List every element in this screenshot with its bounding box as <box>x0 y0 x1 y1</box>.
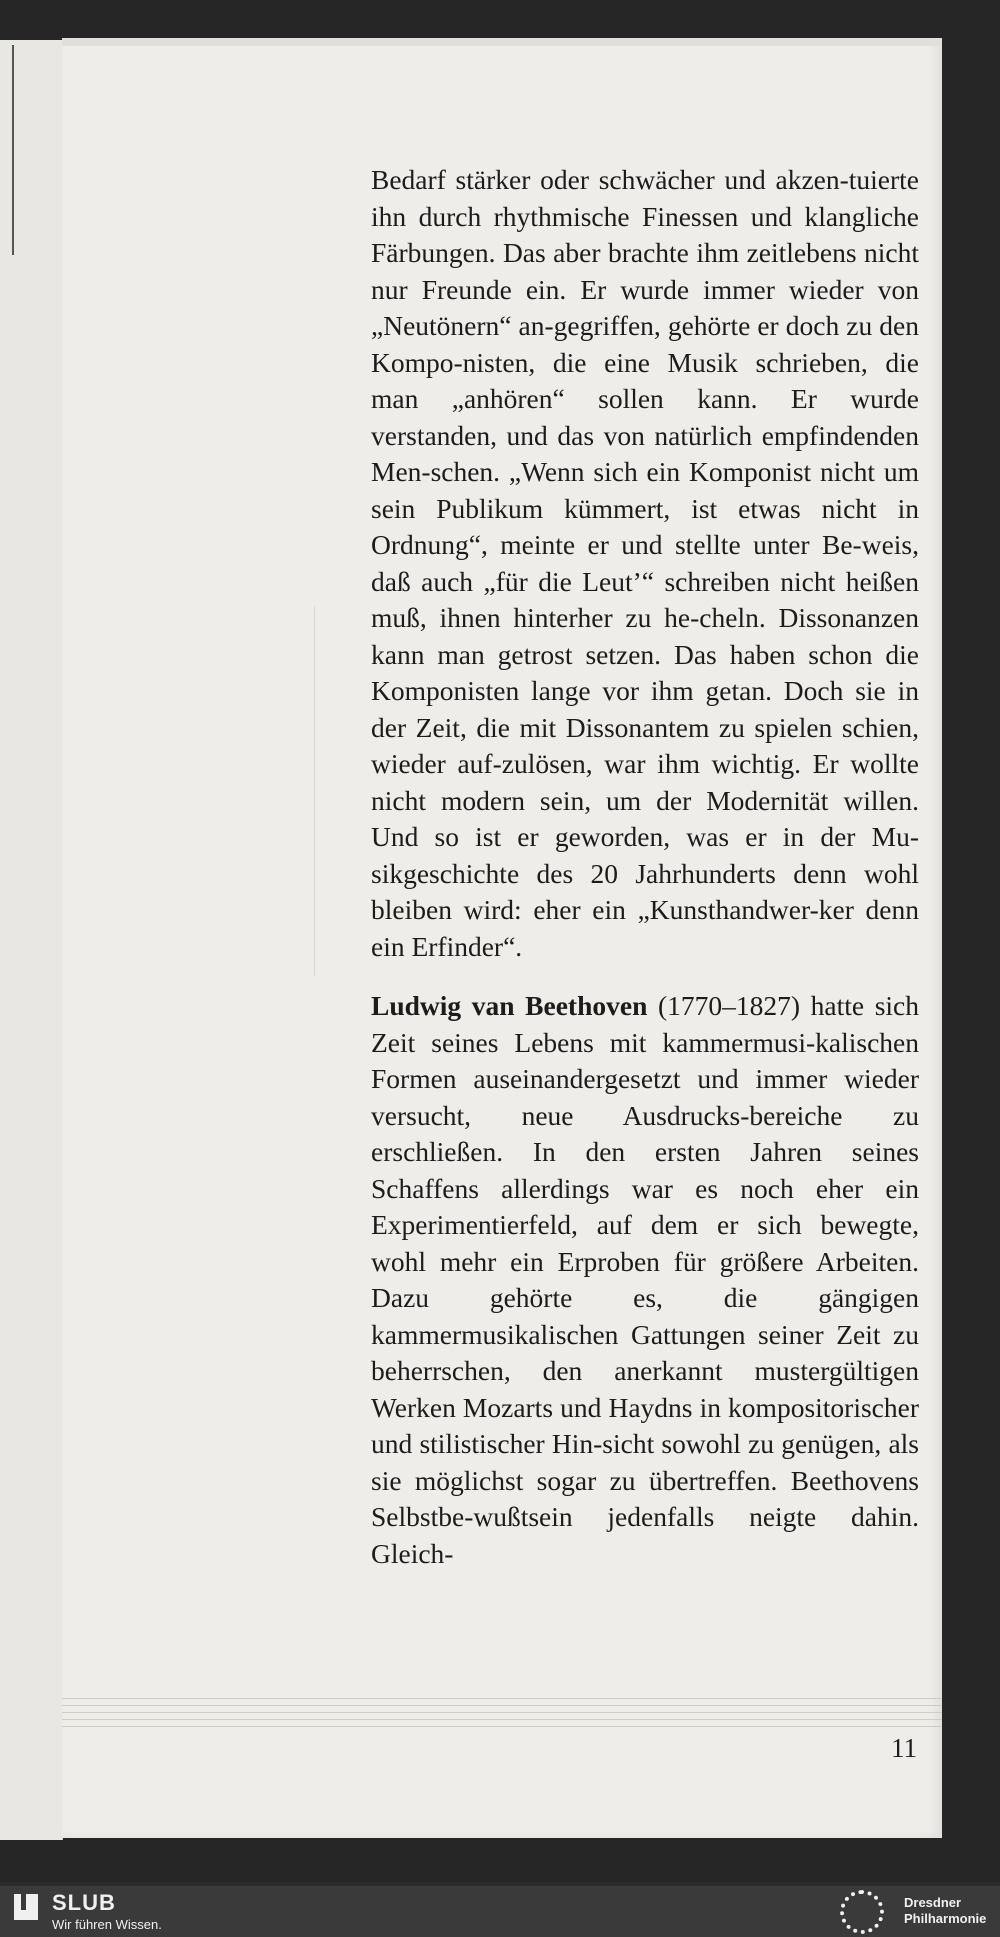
paragraph-body: (1770–1827) hatte sich Zeit seines Lebens mit kammermusi-kalischen Formen auseinandergesetzt und immer wieder versucht, neue Ausdrucks-bereiche zu erschließen. In den ersten Jahren seines Schaffens allerdings war es noch eher ein Experimentierfeld, auf dem er sich bewegte, wohl mehr ein Erproben für größere Arbeiten. Dazu gehörte es, die gängigen kammermusikalischen Gattungen seiner Zeit zu beherrschen, den anerkannt mustergültigen Werken Mozarts und Haydns in kompositorischer und stilistischer Hin-sicht sowohl zu genügen, als sie möglichst sogar zu übertreffen. Beethovens Selbstbe-wußtsein jedenfalls neigte dahin. Gleich- <box>371 990 919 1569</box>
page-number: 11 <box>891 1733 917 1763</box>
paragraph-muthel: Bedarf stärker oder schwächer und akzen-tuierte ihn durch rhythmische Finessen und klangliche Färbungen. Das aber brachte ihm zeitlebens nicht nur Freunde ein. Er wurde immer wieder von „Neutönern“ an-gegriffen, gehörte er doch zu den Kompo-nisten, die eine Musik schrieben, die man „anhören“ sollen kann. Er wurde verstanden, und das von natürlich empfindenden Men-schen. „Wenn sich ein Komponist nicht um sein Publikum kümmert, ist etwas nicht in Ordnung“, meinte er und stellte unter Be-weis, daß auch „für die Leut’“ schreiben nicht heißen muß, ihnen hinterher zu he-cheln. Dissonanzen kann man getrost setzen. Das haben schon die Komponisten lange vor ihm getan. Doch sie in der Zeit, die mit Dissonantem zu spielen schien, wieder auf-zulösen, war ihm wichtig. Er wollte nicht modern sein, um der Modernität willen. Und so ist er geworden, was er in der Mu-sikgeschichte des 20 Jahrhunderts denn wohl bleiben wird: eher ein „Kunsthandwer-ker denn ein Erfinder“. <box>371 164 919 962</box>
library-tagline: Wir führen Wissen. <box>52 1917 162 1932</box>
viewer-footer <box>0 1886 1000 1937</box>
slub-logo-icon[interactable] <box>14 1894 38 1920</box>
partner-name-line2: Philharmonie <box>904 1911 987 1926</box>
footer-rule <box>62 1698 942 1738</box>
paragraph-beethoven <box>371 988 919 1572</box>
library-name[interactable]: SLUB <box>52 1890 116 1915</box>
partner-name[interactable] <box>904 1895 986 1927</box>
philharmonie-logo-icon[interactable] <box>840 1890 884 1934</box>
body-text-column <box>371 162 919 1572</box>
page-top-edge <box>62 38 942 46</box>
partner-name-line1: Dresdner <box>904 1895 962 1910</box>
previous-page-edge <box>0 40 63 1840</box>
show-through-rule <box>314 606 315 976</box>
book-page <box>62 38 942 1838</box>
composer-name: Ludwig van Beethoven <box>371 990 648 1021</box>
